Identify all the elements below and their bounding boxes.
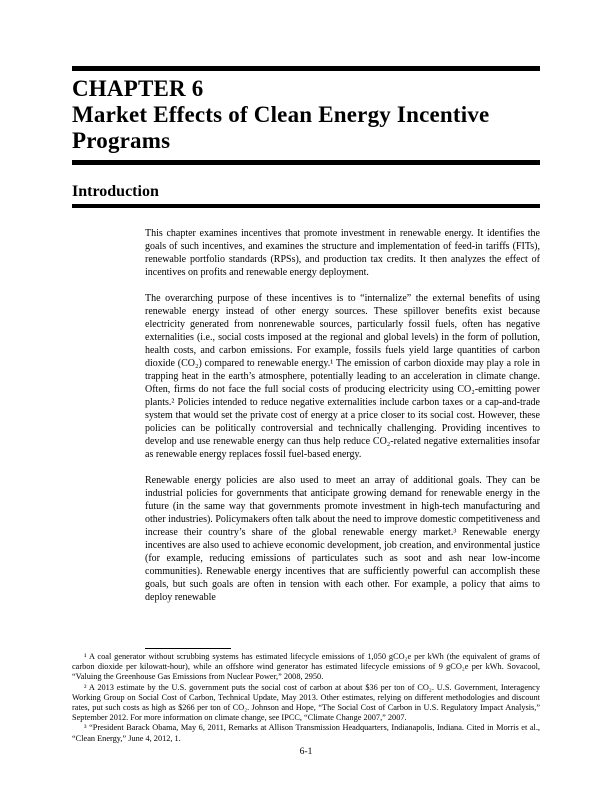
footnote-separator-rule <box>145 648 231 649</box>
introduction-section <box>72 183 540 208</box>
title-top-rule <box>72 66 540 71</box>
footnotes-area <box>72 648 540 758</box>
title-bottom-rule <box>72 160 540 165</box>
body-text <box>145 227 540 604</box>
body-paragraph-3: Renewable energy policies are also used to meet an array of additional goals. They can be industrial policies for governments that anticipate growing demand for renewable energy in the future (in the same way that governments promote investment in high-tech manufacturing and other industries). Policymakers often talk about the need to improve domestic competitiveness and increase their country’s share of the global renewable energy market.³ Renewable energy incentives are also used to achieve economic development, job creation, and environmental justice (for example, reducing emissions of particulates such as soot and ash near low-income communities). Renewable energy incentives that are sufficiently powerful can accomplish these goals, but such goals are often in tension with each other. For example, a policy that aims to deploy renewable <box>145 475 540 603</box>
body-paragraph-1: This chapter examines incentives that promote investment in renewable energy. It identifies the goals of such incentives, and examines the structure and implementation of feed-in tariffs (FITs), renewable portfolio standards (RPSs), and production tax credits. It then analyzes the effect of incentives on profits and renewable energy deployment. <box>145 228 540 278</box>
chapter-title: Market Effects of Clean Energy Incentive Programs <box>72 102 490 153</box>
footnote-3: ³ “President Barack Obama, May 6, 2011, Remarks at Allison Transmission Headquarters, Indianapolis, Indiana. Cited in Morris et al., “Clean Energy,” June 4, 2012, 1. <box>72 723 540 743</box>
chapter-label: CHAPTER 6 <box>72 76 204 101</box>
page-number: 6-1 <box>299 746 313 757</box>
section-heading-rule <box>72 204 540 208</box>
body-paragraph-2: The overarching purpose of these incentives is to “internalize” the external benefits of using renewable energy instead of other energy sources. These spillover benefits exist because electricity generated from nonrenewable sources, particularly fossil fuels, often has negative externalities (i.e., social costs imposed at the regional and global levels) in the form of pollution, health costs, and carbon emissions. For example, fossils fuels yield large quantities of carbon dioxide (CO₂) compared to renewable energy.¹ The emission of carbon dioxide may play a role in trapping heat in the earth’s atmosphere, potentially leading to an acceleration in climate change. Often, firms do not face the full social costs of producing electricity using CO₂-emitting power plants.² Policies intended to reduce negative externalities include carbon taxes or a cap-and-trade system that would set the private cost of energy at a price closer to its social cost. However, these policies can be politically controversial and technically challenging. Providing incentives to develop and use renewable energy can thus help reduce CO₂-related negative externalities insofar as renewable energy replaces fossil fuel-based energy. <box>145 293 540 460</box>
footnote-1: ¹ A coal generator without scrubbing systems has estimated lifecycle emissions of 1,050 gCO₂e per kWh (the equivalent of grams of carbon dioxide per kilowatt-hour), while an offshore wind generator has estimated lifecycle emissions of 9 gCO₂e per kWh. Sovacool, “Valuing the Greenhouse Gas Emissions from Nuclear Power,” 2008, 2950. <box>72 652 540 682</box>
section-heading: Introduction <box>72 183 159 200</box>
chapter-header <box>72 66 540 165</box>
footnote-2: ² A 2013 estimate by the U.S. government puts the social cost of carbon at about $36 per ton of CO₂. U.S. Government, Interagency Working Group on Social Cost of Carbon, Technical Update, May 2013. Other estimates, relying on different methodologies and discount rates, put such costs as high as $266 per ton of CO₂. Johnson and Hope, “The Social Cost of Carbon in U.S. Regulatory Impact Analysis,” September 2012. For more information on climate change, see IPCC, “Climate Change 2007,” 2007. <box>72 682 540 723</box>
